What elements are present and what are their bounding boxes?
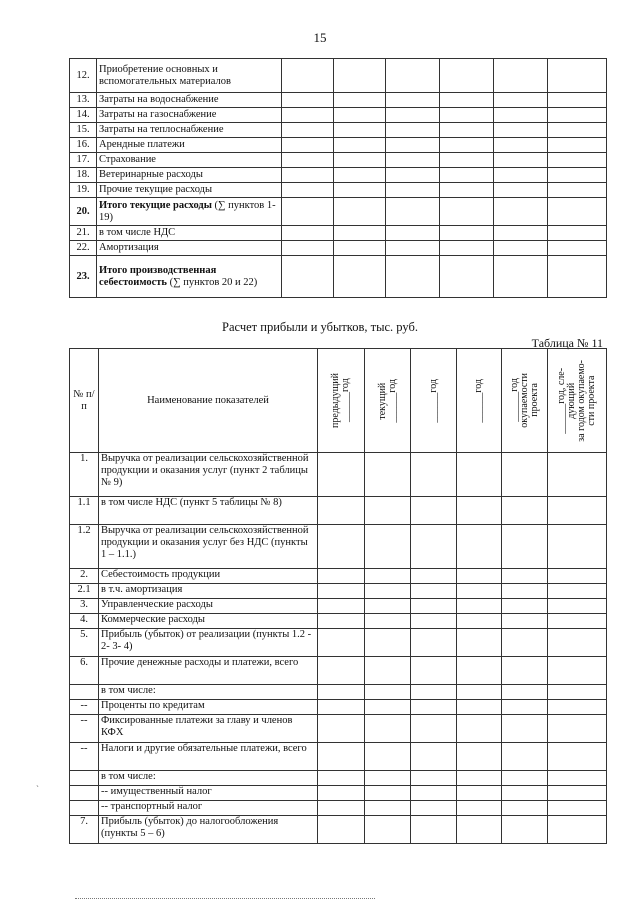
value-cell bbox=[318, 525, 365, 569]
value-cell bbox=[548, 629, 607, 657]
value-cell bbox=[548, 685, 607, 700]
value-cell bbox=[411, 816, 457, 844]
table-row bbox=[70, 801, 607, 816]
value-cell bbox=[457, 743, 502, 771]
value-cell bbox=[334, 198, 386, 226]
value-cell bbox=[548, 123, 607, 138]
value-cell bbox=[494, 59, 548, 93]
header-period-label: ______год bbox=[427, 378, 439, 423]
row-name: Выручка от реализации сельскохозяйственной продукции и оказания услуг без НДС (пункты 1 – 1.1.) bbox=[99, 525, 318, 569]
value-cell bbox=[318, 786, 365, 801]
header-period-label: ______год окупаемости проекта bbox=[508, 373, 540, 428]
row-name: в том числе: bbox=[99, 685, 318, 700]
row-name: Выручка от реализации сельскохозяйственной продукции и оказания услуг (пункт 2 таблицы № 9) bbox=[99, 453, 318, 497]
value-cell bbox=[494, 256, 548, 298]
table-row bbox=[70, 108, 607, 123]
value-cell bbox=[411, 453, 457, 497]
value-cell bbox=[494, 153, 548, 168]
table-row bbox=[70, 453, 607, 497]
row-name: в том числе: bbox=[99, 771, 318, 786]
value-cell bbox=[334, 183, 386, 198]
row-name-text: Итого производственная себестоимость bbox=[99, 264, 217, 288]
table-row bbox=[70, 226, 607, 241]
table-row bbox=[70, 525, 607, 569]
value-cell bbox=[318, 629, 365, 657]
value-cell bbox=[334, 108, 386, 123]
table-row bbox=[70, 497, 607, 525]
value-cell bbox=[318, 599, 365, 614]
value-cell bbox=[365, 497, 411, 525]
value-cell bbox=[440, 108, 494, 123]
value-cell bbox=[411, 801, 457, 816]
value-cell bbox=[502, 497, 548, 525]
row-number: 18. bbox=[70, 168, 97, 183]
row-name-suffix: (∑ пунктов 1-19) bbox=[99, 199, 276, 223]
value-cell bbox=[502, 599, 548, 614]
row-name bbox=[97, 93, 282, 108]
table-row bbox=[70, 685, 607, 700]
row-name-text: Страхование bbox=[99, 154, 156, 165]
table-row bbox=[70, 183, 607, 198]
value-cell bbox=[548, 525, 607, 569]
row-name bbox=[97, 256, 282, 298]
row-name-text: Затраты на теплоснабжение bbox=[99, 124, 224, 135]
value-cell bbox=[440, 198, 494, 226]
value-cell bbox=[440, 168, 494, 183]
value-cell bbox=[548, 700, 607, 715]
row-name bbox=[97, 168, 282, 183]
table-row bbox=[70, 569, 607, 584]
table-caption: Расчет прибыли и убытков, тыс. руб. bbox=[222, 320, 418, 334]
row-name-text: Арендные платежи bbox=[99, 139, 185, 150]
value-cell bbox=[440, 93, 494, 108]
value-cell bbox=[548, 786, 607, 801]
header-period bbox=[411, 349, 457, 453]
value-cell bbox=[365, 453, 411, 497]
value-cell bbox=[457, 715, 502, 743]
value-cell bbox=[365, 801, 411, 816]
costs-table-continuation bbox=[69, 58, 607, 298]
value-cell bbox=[334, 123, 386, 138]
value-cell bbox=[365, 715, 411, 743]
value-cell bbox=[282, 226, 334, 241]
header-period-label: предыдущий ______год bbox=[330, 373, 351, 428]
value-cell bbox=[548, 771, 607, 786]
row-name bbox=[97, 198, 282, 226]
header-period bbox=[548, 349, 607, 453]
value-cell bbox=[548, 657, 607, 685]
row-name-text: Амортизация bbox=[99, 242, 159, 253]
value-cell bbox=[502, 801, 548, 816]
value-cell bbox=[386, 183, 440, 198]
value-cell bbox=[548, 614, 607, 629]
row-name: Прибыль (убыток) от реализации (пункты 1.2 - 2- 3- 4) bbox=[99, 629, 318, 657]
row-number bbox=[70, 685, 99, 700]
value-cell bbox=[282, 256, 334, 298]
row-number: 1. bbox=[70, 453, 99, 497]
value-cell bbox=[457, 771, 502, 786]
row-name: Фиксированные платежи за главу и членов КФХ bbox=[99, 715, 318, 743]
row-number: 2. bbox=[70, 569, 99, 584]
row-number: -- bbox=[70, 715, 99, 743]
row-number: 5. bbox=[70, 629, 99, 657]
table-row bbox=[70, 123, 607, 138]
value-cell bbox=[457, 786, 502, 801]
header-period-label: текущий ______год bbox=[376, 378, 398, 423]
value-cell bbox=[318, 497, 365, 525]
value-cell bbox=[411, 525, 457, 569]
value-cell bbox=[386, 59, 440, 93]
value-cell bbox=[548, 168, 607, 183]
value-cell bbox=[318, 816, 365, 844]
value-cell bbox=[334, 59, 386, 93]
header-period bbox=[502, 349, 548, 453]
value-cell bbox=[282, 153, 334, 168]
value-cell bbox=[386, 93, 440, 108]
row-number: 23. bbox=[70, 256, 97, 298]
value-cell bbox=[494, 168, 548, 183]
row-name: в т.ч. амортизация bbox=[99, 584, 318, 599]
value-cell bbox=[334, 256, 386, 298]
value-cell bbox=[548, 198, 607, 226]
value-cell bbox=[548, 801, 607, 816]
row-name bbox=[97, 183, 282, 198]
value-cell bbox=[494, 198, 548, 226]
value-cell bbox=[365, 629, 411, 657]
value-cell bbox=[411, 569, 457, 584]
row-number: 1.1 bbox=[70, 497, 99, 525]
value-cell bbox=[440, 138, 494, 153]
header-period bbox=[365, 349, 411, 453]
value-cell bbox=[548, 153, 607, 168]
value-cell bbox=[282, 183, 334, 198]
value-cell bbox=[494, 241, 548, 256]
value-cell bbox=[440, 226, 494, 241]
value-cell bbox=[365, 816, 411, 844]
table-row bbox=[70, 715, 607, 743]
value-cell bbox=[548, 453, 607, 497]
value-cell bbox=[386, 123, 440, 138]
value-cell bbox=[548, 816, 607, 844]
value-cell bbox=[318, 584, 365, 599]
value-cell bbox=[365, 771, 411, 786]
row-number: 20. bbox=[70, 198, 97, 226]
value-cell bbox=[411, 614, 457, 629]
table-row bbox=[70, 584, 607, 599]
value-cell bbox=[411, 771, 457, 786]
table-row bbox=[70, 771, 607, 786]
table-row bbox=[70, 816, 607, 844]
table-row bbox=[70, 93, 607, 108]
value-cell bbox=[282, 168, 334, 183]
value-cell bbox=[386, 226, 440, 241]
page-number: 15 bbox=[313, 30, 327, 45]
value-cell bbox=[548, 183, 607, 198]
value-cell bbox=[334, 226, 386, 241]
value-cell bbox=[457, 801, 502, 816]
row-name-text: Затраты на водоснабжение bbox=[99, 94, 219, 105]
value-cell bbox=[457, 497, 502, 525]
row-name: Налоги и другие обязательные платежи, всего bbox=[99, 743, 318, 771]
row-name bbox=[97, 241, 282, 256]
value-cell bbox=[318, 700, 365, 715]
value-cell bbox=[334, 241, 386, 256]
row-number: 21. bbox=[70, 226, 97, 241]
row-name-text: Прочие текущие расходы bbox=[99, 184, 213, 195]
value-cell bbox=[334, 153, 386, 168]
value-cell bbox=[502, 786, 548, 801]
value-cell bbox=[365, 569, 411, 584]
header-num: № п/п bbox=[70, 349, 99, 453]
value-cell bbox=[282, 241, 334, 256]
value-cell bbox=[494, 123, 548, 138]
value-cell bbox=[365, 743, 411, 771]
table-row bbox=[70, 657, 607, 685]
value-cell bbox=[318, 771, 365, 786]
header-period-label: ______год bbox=[473, 378, 484, 423]
header-period bbox=[457, 349, 502, 453]
value-cell bbox=[502, 453, 548, 497]
value-cell bbox=[318, 801, 365, 816]
row-name bbox=[97, 59, 282, 93]
header-period bbox=[318, 349, 365, 453]
value-cell bbox=[548, 599, 607, 614]
value-cell bbox=[318, 743, 365, 771]
value-cell bbox=[502, 743, 548, 771]
value-cell bbox=[502, 525, 548, 569]
value-cell bbox=[548, 256, 607, 298]
value-cell bbox=[365, 685, 411, 700]
value-cell bbox=[318, 614, 365, 629]
value-cell bbox=[411, 700, 457, 715]
value-cell bbox=[548, 108, 607, 123]
value-cell bbox=[282, 59, 334, 93]
value-cell bbox=[440, 256, 494, 298]
table-row bbox=[70, 599, 607, 614]
table-row bbox=[70, 786, 607, 801]
value-cell bbox=[502, 685, 548, 700]
row-number: 1.2 bbox=[70, 525, 99, 569]
row-name-suffix: (∑ пунктов 20 и 22) bbox=[169, 276, 258, 288]
table-row bbox=[70, 168, 607, 183]
value-cell bbox=[411, 685, 457, 700]
value-cell bbox=[548, 569, 607, 584]
value-cell bbox=[365, 786, 411, 801]
footer-separator bbox=[75, 898, 375, 899]
value-cell bbox=[334, 168, 386, 183]
value-cell bbox=[457, 599, 502, 614]
value-cell bbox=[457, 584, 502, 599]
row-number bbox=[70, 801, 99, 816]
value-cell bbox=[494, 138, 548, 153]
value-cell bbox=[457, 525, 502, 569]
value-cell bbox=[386, 168, 440, 183]
value-cell bbox=[548, 715, 607, 743]
row-name bbox=[97, 153, 282, 168]
row-name-text: Приобретение основных и вспомогательных материалов bbox=[99, 63, 231, 87]
header-row bbox=[70, 349, 607, 453]
row-name: в том числе НДС (пункт 5 таблицы № 8) bbox=[99, 497, 318, 525]
value-cell bbox=[386, 198, 440, 226]
value-cell bbox=[318, 685, 365, 700]
value-cell bbox=[502, 584, 548, 599]
row-number bbox=[70, 786, 99, 801]
row-name: -- транспортный налог bbox=[99, 801, 318, 816]
value-cell bbox=[457, 629, 502, 657]
value-cell bbox=[386, 256, 440, 298]
value-cell bbox=[548, 743, 607, 771]
row-name-text: Итого текущие расходы bbox=[99, 199, 212, 211]
row-name: Себестоимость продукции bbox=[99, 569, 318, 584]
value-cell bbox=[411, 786, 457, 801]
row-name: Проценты по кредитам bbox=[99, 700, 318, 715]
value-cell bbox=[457, 453, 502, 497]
value-cell bbox=[282, 123, 334, 138]
value-cell bbox=[334, 93, 386, 108]
value-cell bbox=[411, 743, 457, 771]
row-name: Управленческие расходы bbox=[99, 599, 318, 614]
value-cell bbox=[494, 93, 548, 108]
value-cell bbox=[282, 138, 334, 153]
row-name bbox=[97, 226, 282, 241]
table-row bbox=[70, 256, 607, 298]
row-number: 4. bbox=[70, 614, 99, 629]
value-cell bbox=[494, 108, 548, 123]
value-cell bbox=[502, 657, 548, 685]
value-cell bbox=[502, 771, 548, 786]
table-row bbox=[70, 59, 607, 93]
value-cell bbox=[548, 226, 607, 241]
row-name: -- имущественный налог bbox=[99, 786, 318, 801]
row-name: Прочие денежные расходы и платежи, всего bbox=[99, 657, 318, 685]
row-name bbox=[97, 108, 282, 123]
value-cell bbox=[502, 715, 548, 743]
row-number: 2.1 bbox=[70, 584, 99, 599]
value-cell bbox=[386, 153, 440, 168]
value-cell bbox=[502, 569, 548, 584]
table-row bbox=[70, 138, 607, 153]
value-cell bbox=[502, 629, 548, 657]
value-cell bbox=[282, 108, 334, 123]
row-name-text: Ветеринарные расходы bbox=[99, 169, 203, 180]
value-cell bbox=[457, 657, 502, 685]
table-number-label: Таблица № 11 bbox=[531, 336, 603, 350]
value-cell bbox=[282, 93, 334, 108]
profit-loss-table bbox=[69, 348, 607, 844]
value-cell bbox=[548, 241, 607, 256]
table-row bbox=[70, 743, 607, 771]
value-cell bbox=[411, 715, 457, 743]
row-name: Коммерческие расходы bbox=[99, 614, 318, 629]
row-number: 17. bbox=[70, 153, 97, 168]
table-row bbox=[70, 241, 607, 256]
value-cell bbox=[318, 453, 365, 497]
value-cell bbox=[548, 138, 607, 153]
value-cell bbox=[494, 226, 548, 241]
value-cell bbox=[440, 153, 494, 168]
value-cell bbox=[411, 584, 457, 599]
row-number: 14. bbox=[70, 108, 97, 123]
value-cell bbox=[457, 685, 502, 700]
value-cell bbox=[440, 59, 494, 93]
value-cell bbox=[411, 629, 457, 657]
value-cell bbox=[334, 138, 386, 153]
value-cell bbox=[457, 816, 502, 844]
row-name-text: в том числе НДС bbox=[99, 227, 176, 238]
value-cell bbox=[282, 198, 334, 226]
value-cell bbox=[548, 93, 607, 108]
value-cell bbox=[411, 497, 457, 525]
value-cell bbox=[386, 138, 440, 153]
row-name: Прибыль (убыток) до налогообложения (пункты 5 – 6) bbox=[99, 816, 318, 844]
value-cell bbox=[365, 657, 411, 685]
value-cell bbox=[411, 657, 457, 685]
table-row bbox=[70, 153, 607, 168]
row-number: 12. bbox=[70, 59, 97, 93]
table-row bbox=[70, 629, 607, 657]
row-number: -- bbox=[70, 700, 99, 715]
value-cell bbox=[365, 700, 411, 715]
value-cell bbox=[365, 599, 411, 614]
row-name bbox=[97, 123, 282, 138]
value-cell bbox=[440, 123, 494, 138]
row-name bbox=[97, 138, 282, 153]
value-cell bbox=[457, 569, 502, 584]
table-row bbox=[70, 198, 607, 226]
row-number: -- bbox=[70, 743, 99, 771]
header-period-label: ______год, сле- дующий за годом окупаемо- сти проекта bbox=[556, 359, 597, 442]
value-cell bbox=[457, 614, 502, 629]
value-cell bbox=[548, 59, 607, 93]
row-number: 22. bbox=[70, 241, 97, 256]
value-cell bbox=[440, 183, 494, 198]
value-cell bbox=[440, 241, 494, 256]
row-number: 16. bbox=[70, 138, 97, 153]
value-cell bbox=[457, 700, 502, 715]
value-cell bbox=[502, 816, 548, 844]
value-cell bbox=[365, 584, 411, 599]
value-cell bbox=[386, 241, 440, 256]
value-cell bbox=[318, 657, 365, 685]
value-cell bbox=[318, 569, 365, 584]
row-number: 15. bbox=[70, 123, 97, 138]
value-cell bbox=[494, 183, 548, 198]
row-number: 3. bbox=[70, 599, 99, 614]
row-number bbox=[70, 771, 99, 786]
value-cell bbox=[502, 700, 548, 715]
value-cell bbox=[548, 584, 607, 599]
header-name: Наименование показателей bbox=[99, 349, 318, 453]
row-number: 19. bbox=[70, 183, 97, 198]
value-cell bbox=[318, 715, 365, 743]
value-cell bbox=[365, 614, 411, 629]
row-number: 6. bbox=[70, 657, 99, 685]
row-name-text: Затраты на газоснабжение bbox=[99, 109, 217, 120]
value-cell bbox=[365, 525, 411, 569]
value-cell bbox=[548, 497, 607, 525]
table-row bbox=[70, 614, 607, 629]
value-cell bbox=[411, 599, 457, 614]
row-number: 7. bbox=[70, 816, 99, 844]
table-row bbox=[70, 700, 607, 715]
margin-mark: ˎ bbox=[36, 777, 39, 787]
value-cell bbox=[386, 108, 440, 123]
value-cell bbox=[502, 614, 548, 629]
row-number: 13. bbox=[70, 93, 97, 108]
